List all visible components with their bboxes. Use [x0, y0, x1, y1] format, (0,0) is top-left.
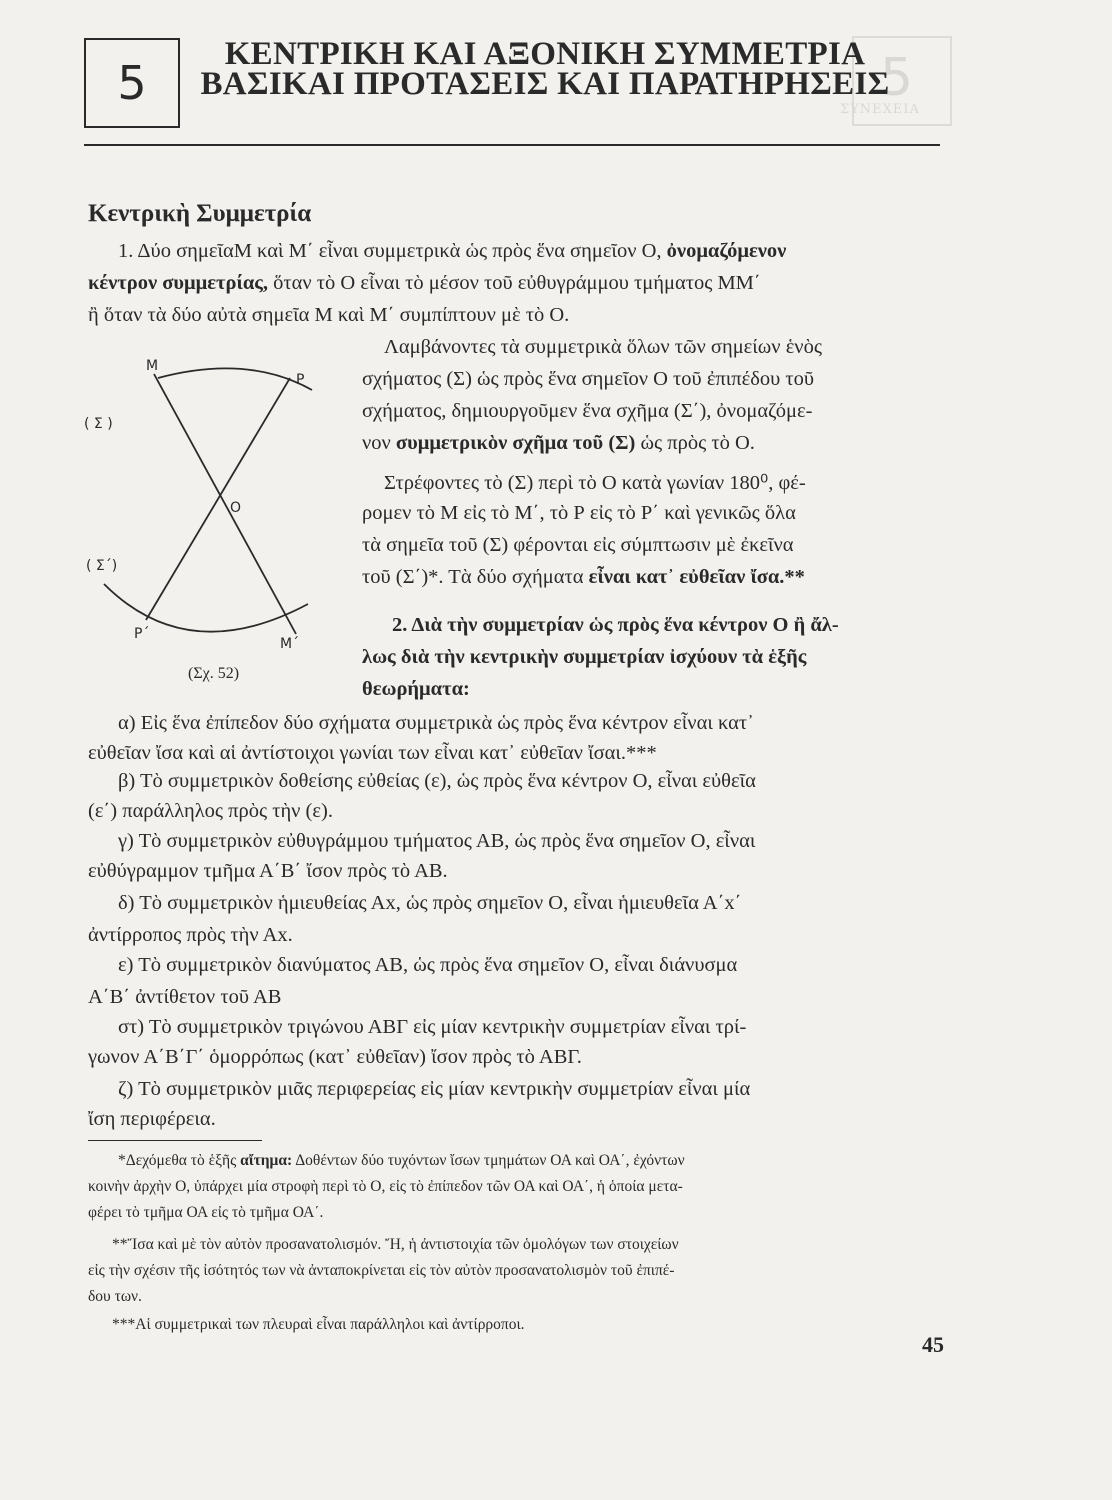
label-M-prime: M΄ [280, 636, 300, 652]
footnote3: ***Αἱ συμμετρικαὶ των πλευραὶ εἶναι παράλληλοι καὶ ἀντίρροποι. [112, 1316, 525, 1333]
para3-line4 [362, 566, 805, 589]
chapter-number-box [84, 38, 180, 128]
footnote1-post: Δοθέντων δύο τυχόντων ἴσων τμημάτων ΟΑ καὶ ΟΑ΄, ἐχόντων [292, 1152, 685, 1169]
para4-line3: θεωρήματα: [362, 678, 470, 700]
footnote1-pre: *Δεχόμεθα τὸ ἑξῆς [118, 1152, 241, 1169]
theorem-a-line2: εὐθεῖαν ἴσα καὶ αἱ ἀντίστοιχοι γωνίαι των εἶναι κατ᾽ εὐθεῖαν ἴσαι.*** [88, 742, 657, 764]
theorem-b-line1: β) Τὸ συμμετρικὸν δοθείσης εὐθείας (ε), ὡς πρὸς ἕνα κέντρον Ο, εἶναι εὐθεῖα [118, 770, 756, 792]
theorem-e-line1: ε) Τὸ συμμετρικὸν διανύματος ΑΒ, ὡς πρὸς ἕνα σημεῖον Ο, εἶναι διάνυσμα [118, 954, 738, 976]
para3-line4-pre: τοῦ (Σ΄)*. Τὰ δύο σχήματα [362, 566, 589, 588]
para2-line4-post: ὡς πρὸς τὸ Ο. [635, 432, 755, 454]
theorem-a-line1: α) Εἰς ἕνα ἐπίπεδον δύο σχήματα συμμετρικὰ ὡς πρὸς ἕνα κέντρον εἶναι κατ᾽ [118, 712, 754, 734]
theorem-g-line2: εὐθύγραμμον τμῆμα Α΄Β΄ ἴσον πρὸς τὸ ΑΒ. [88, 860, 448, 882]
footnote2-line1: **Ἴσα καὶ μὲ τὸν αὐτὸν προσανατολισμόν. Ἤ, ἡ ἀντιστοιχία τῶν ὁμολόγων των στοιχείων [112, 1236, 679, 1253]
theorem-st-line1: στ) Τὸ συμμετρικὸν τριγώνου ΑΒΓ εἰς μίαν κεντρικὴν συμμετρίαν εἶναι τρί- [118, 1016, 747, 1038]
bleed-through-text: ΣΥΝΕΧΕΙΑ [840, 102, 920, 117]
term-symmetric-figure: συμμετρικὸν σχῆμα τοῦ (Σ) [395, 432, 636, 454]
theorem-d-line1: δ) Τὸ συμμετρικὸν ἡμιευθείας Αx, ὡς πρὸς σημεῖον Ο, εἶναι ἡμιευθεῖα Α΄x΄ [118, 892, 742, 914]
para1-line1-text: 1. Δύο σημεῖαΜ καὶ Μ΄ εἶναι συμμετρικὰ ὡς πρὸς ἕνα σημεῖον Ο, [118, 240, 667, 262]
arc-sigma-prime [104, 584, 308, 632]
para1-line2-text: ὅταν τὸ Ο εἶναι τὸ μέσον τοῦ εὐθυγράμμου τμήματος ΜΜ΄ [268, 272, 761, 294]
bleed-through-number: 5 [880, 48, 914, 108]
term-center-named: ὀνομαζόμενον [666, 240, 787, 262]
label-M: M [146, 358, 159, 374]
para4-line2: λως διὰ τὴν κεντρικὴν συμμετρίαν ἰσχύουν τὰ ἑξῆς [362, 646, 807, 668]
term-postulate: αἴτημα: [240, 1152, 293, 1169]
theorem-z-line2: ἴση περιφέρεια. [88, 1108, 216, 1130]
theorem-b-line2: (ε΄) παράλληλος πρὸς τὴν (ε). [88, 800, 333, 822]
para1-line1 [118, 240, 786, 263]
footnote1-line2: κοινὴν ἀρχὴν Ο, ὑπάρχει μία στροφὴ περὶ τὸ Ο, εἰς τὸ ἐπίπεδον τῶν ΟΑ καὶ ΟΑ΄, ἡ ὁποία μετα- [88, 1178, 683, 1195]
para4-line1: 2. Διὰ τὴν συμμετρίαν ὡς πρὸς ἕνα κέντρον Ο ἢ ἄλ- [392, 614, 839, 636]
para2-line1: Λαμβάνοντες τὰ συμμετρικὰ ὅλων τῶν σημείων ἑνὸς [384, 336, 822, 358]
theorem-g-line1: γ) Τὸ συμμετρικὸν εὐθυγράμμου τμήματος ΑΒ, ὡς πρὸς ἕνα σημεῖον Ο, εἶναι [118, 830, 756, 852]
para3-line3: τὰ σημεῖα τοῦ (Σ) φέρονται εἰς σύμπτωσιν μὲ ἐκεῖνα [362, 534, 794, 556]
footnote-rule [88, 1140, 262, 1141]
section-heading: Κεντρικὴ Συμμετρία [88, 200, 312, 227]
theorem-st-line2: γωνον Α΄Β΄Γ΄ ὁμορρόπως (κατ᾽ εὐθεῖαν) ἴσον πρὸς τὸ ΑΒΓ. [88, 1046, 582, 1068]
theorem-d-line2: ἀντίρροπος πρὸς τὴν Αx. [88, 924, 293, 946]
page-number: 45 [922, 1332, 944, 1357]
chapter-title-line2: ΒΑΣΙΚΑΙ ΠΡΟΤΑΣΕΙΣ ΚΑΙ ΠΑΡΑΤΗΡΗΣΕΙΣ [200, 66, 890, 102]
para2-line4 [362, 432, 755, 455]
label-sigma: ( Σ ) [84, 416, 113, 432]
label-O: O [230, 500, 242, 516]
para1-line3: ἢ ὅταν τὰ δύο αὐτὰ σημεῖα Μ καὶ Μ΄ συμπίπτουν μὲ τὸ Ο. [88, 304, 570, 326]
para2-line3: σχήματος, δημιουργοῦμεν ἕνα σχῆμα (Σ΄), ὀνομαζόμε- [362, 400, 813, 422]
header-rule [84, 144, 940, 146]
label-P: P [296, 372, 305, 388]
footnote2-line3: δου των. [88, 1288, 142, 1305]
para3-line2: ρομεν τὸ Μ εἰς τὸ Μ΄, τὸ Ρ εἰς τὸ Ρ΄ καὶ γενικῶς ὅλα [362, 502, 796, 524]
para2-line4-pre: νον [362, 432, 396, 454]
term-directly-equal: εἶναι κατ᾽ εὐθεῖαν ἴσα.** [588, 566, 805, 588]
label-sigma-prime: ( Σ΄) [86, 558, 118, 574]
chapter-number: 5 [117, 56, 147, 110]
theorem-z-line1: ζ) Τὸ συμμετρικὸν μιᾶς περιφερείας εἰς μίαν κεντρικὴν συμμετρίαν εἶναι μία [118, 1078, 751, 1100]
chapter-title-line1: ΚΕΝΤΡΙΚΗ ΚΑΙ ΑΞΟΝΙΚΗ ΣΥΜΜΕΤΡΙΑ [224, 36, 866, 72]
footnote1-line3: φέρει τὸ τμῆμα ΟΑ εἰς τὸ τμῆμα ΟΑ΄. [88, 1204, 324, 1221]
figure-52 [80, 356, 350, 696]
segment-MM-prime [154, 374, 296, 634]
para2-line2: σχήματος (Σ) ὡς πρὸς ἕνα σημεῖον Ο τοῦ ἐπιπέδου τοῦ [362, 368, 815, 390]
label-P-prime: P΄ [134, 626, 150, 642]
para1-line2 [88, 272, 761, 295]
theorem-e-line2: Α΄Β΄ ἀντίθετον τοῦ ΑΒ [88, 986, 282, 1008]
figure-caption: (Σχ. 52) [188, 665, 240, 682]
para3-line1: Στρέφοντες τὸ (Σ) περὶ τὸ Ο κατὰ γωνίαν 180⁰, φέ- [384, 472, 806, 494]
footnote2-line2: εἰς τὴν σχέσιν τῆς ἰσότητός των νὰ ἀνταποκρίνεται εἰς τὸν αὐτὸν προσανατολισμὸν τοῦ ἐπιπέ- [88, 1262, 675, 1279]
footnote1-line1 [118, 1152, 685, 1170]
term-center-of-symmetry: κέντρον συμμετρίας, [88, 272, 269, 294]
